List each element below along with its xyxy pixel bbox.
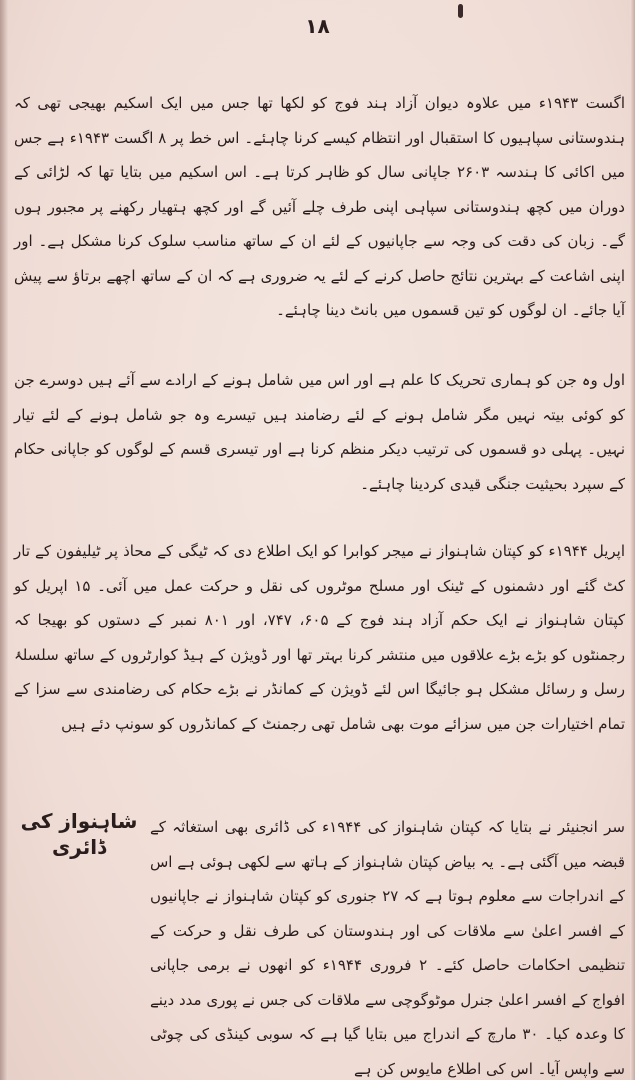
page-left-edge [0, 0, 8, 1080]
page-right-edge [630, 0, 635, 1080]
paragraph-4 [150, 810, 625, 1080]
section-heading: شاہنواز کی ڈائری [20, 809, 138, 859]
paragraph-1-text: اگست ۱۹۴۳ء میں علاوہ دیوان آزاد ہند فوج کو لکھا تھا جس میں ایک اسکیم بھیجی تھی کہ ہندوستانی سپاہیوں کا استقبال اور انتظام کیسے کرنا چاہئے۔ اس خط پر ۸ اگست ۱۹۴۳ء ہے جس میں اکائی کا ہندسہ ۲۶۰۳ جاپانی سال کو ظاہر کرتا ہے۔ اس اسکیم میں بتایا تھا کہ لڑائی کے دوران میں کچھ ہندوستانی سپاہی اپنی طرف چلے آئیں گے اور کچھ ہتھیار رکھنے پر مجبور ہوں گے۔ زبان کی دقت کی وجہ سے جاپانیوں کے لئے ان کے ساتھ مناسب سلوک کرنا مشکل ہے۔ اور اپنی اشاعت کے بہترین نتائج حاصل کرنے کے لئے یہ ضروری ہے کہ ان کے ساتھ اچھے برتاؤ سے پیش آیا جائے۔ ان لوگوں کو تین قسموں میں بانٹ دینا چاہئے۔ [14, 94, 626, 319]
paragraph-2-text: اول وہ جن کو ہماری تحریک کا علم ہے اور اس میں شامل ہونے کے ارادے سے آئے ہیں دوسرے جن کو کوئی بیتہ نہیں مگر شامل ہونے کے لئے رضامند ہیں تیسرے وہ جو شامل ہونے کے لئے تیار نہیں۔ پہلی دو قسموں کی ترتیب دیکر منظم کرنا ہے اور تیسری قسم کے لوگوں کو جاپانی حکام کے سپرد بحیثیت جنگی قیدی کردینا چاہئے۔ [14, 371, 625, 493]
paragraph-1 [14, 86, 625, 328]
page-number: ۱۸ [305, 14, 330, 38]
paragraph-3-text: اپریل ۱۹۴۴ء کو کپتان شاہنواز نے میجر کوابرا کو ایک اطلاع دی کہ ٹیگی کے محاذ پر ٹیلیفون کے تار کٹ گئے اور دشمنوں کے ٹینک اور مسلح موٹروں کی نقل و حرکت عمل میں آئی۔ ۱۵ اپریل کو کپتان شاہنواز نے ایک حکم آزاد ہند فوج کے ۶۰۵، ۷۴۷، اور ۸۰۱ نمبر کے دستوں کو بھیجا کہ رجمنٹوں کو بڑے بڑے علاقوں میں منتشر کرنا بہتر تھا اور ڈویژن کے ہیڈ کوارٹروں کے ساتھ سلسلۂ رسل و رسائل مشکل ہو جائیگا اس لئے ڈویژن کے کمانڈر نے بڑے حکام کی رضامندی سے سزا کے تمام اختیارات جن میں سزائے موت بھی شامل تھی رجمنٹ کے کمانڈروں کو سونپ دئے ہیں [14, 542, 626, 733]
paragraph-4-text: سر انجنیئر نے بتایا کہ کپتان شاہنواز کی ۱۹۴۴ء کی ڈائری بھی استغاثہ کے قبضہ میں آگئی ہے۔ یہ بیاض کپتان شاہنواز کے ہاتھ سے لکھی ہوئی ہے اس کے اندراجات سے معلوم ہوتا ہے کہ ۲۷ جنوری کو کپتان شاہنواز نے جاپانیوں کے افسر اعلیٰ سے ملاقات کی اور ہندوستان کی طرف نقل و حرکت کے تنظیمی احکامات حاصل کئے۔ ۲ فروری ۱۹۴۴ء کو انھوں نے برمی جاپانی افواج کے افسر اعلیٰ جنرل موٹوگوچی سے ملاقات کی جس نے پوری مدد دینے کا وعدہ کیا۔ ۳۰ مارچ کے اندراج میں بتایا گیا ہے کہ سوبی کینڈی کی چوٹی سے واپس آیا۔ اس کی اطلاع مایوس کن ہے [150, 818, 626, 1078]
paragraph-2 [14, 363, 625, 501]
paragraph-3 [14, 534, 625, 741]
